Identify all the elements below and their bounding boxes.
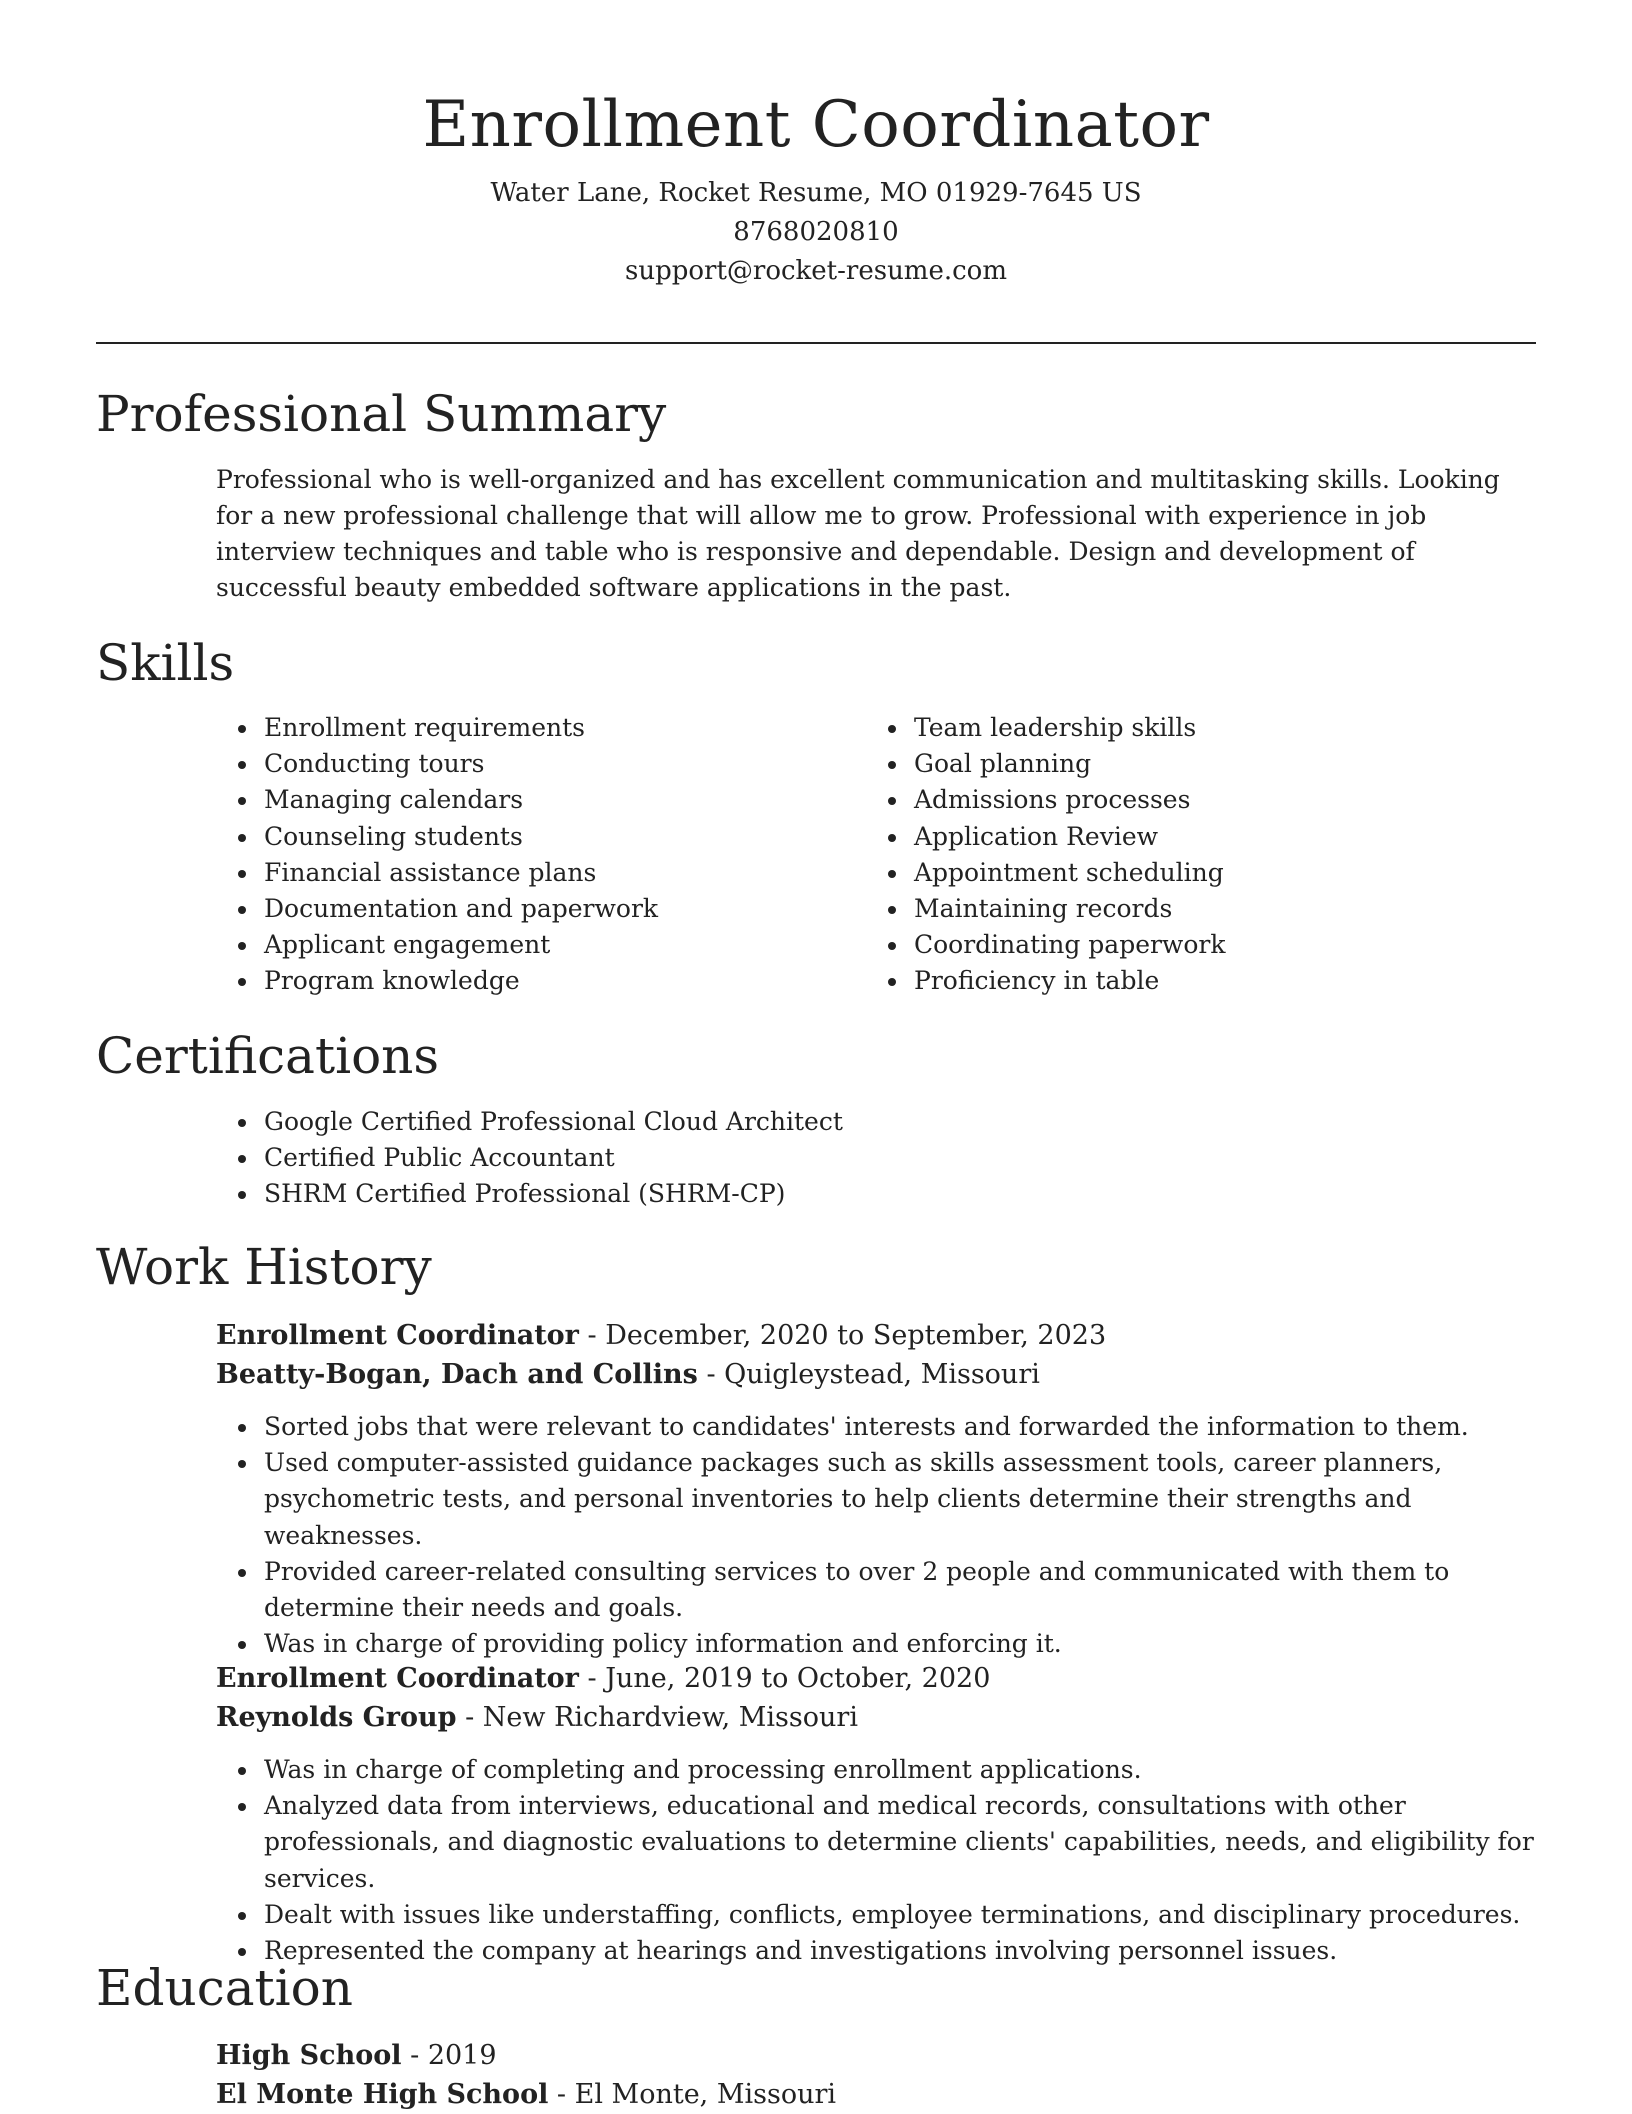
education-school: El Monte High School	[216, 2079, 549, 2110]
contact-phone: 8768020810	[733, 217, 899, 247]
education-year: - 2019	[401, 2040, 497, 2071]
skill-item: • Enrollment requirements	[260, 710, 856, 746]
job-bullet: • Sorted jobs that were relevant to candidates' interests and forwarded the information to them.	[260, 1409, 1536, 1445]
job-bullets	[216, 1409, 1536, 1662]
skill-item: • Maintaining records	[910, 891, 1506, 927]
job-title-line	[216, 1659, 1536, 1698]
job-entry	[216, 1316, 1536, 1394]
contact-address: Water Lane, Rocket Resume, MO 01929-7645 US	[490, 178, 1142, 208]
job-bullet: • Provided career-related consulting services to over 2 people and communicated with them to determine their needs and goals.	[260, 1554, 1536, 1626]
skill-item: • Admissions processes	[910, 782, 1506, 818]
job-company: Reynolds Group	[216, 1702, 457, 1733]
education-location: - El Monte, Missouri	[548, 2079, 837, 2110]
job-title-line	[216, 1316, 1536, 1355]
work-history-heading: Work History	[96, 1238, 432, 1296]
skill-item: • Team leadership skills	[910, 710, 1506, 746]
summary-text: Professional who is well-organized and has excellent communication and multitasking skills. Looking for a new professional challenge that will allow me to grow. Professional with experience in job interview techniques and table who is responsive and dependable. Design and development of successful beauty embedded software applications in the past.	[216, 465, 1500, 602]
job-dates: - December, 2020 to September, 2023	[578, 1320, 1107, 1351]
certifications-heading: Certifications	[96, 1027, 440, 1085]
job-company: Beatty-Bogan, Dach and Collins	[216, 1359, 698, 1390]
job-company-line	[216, 1698, 1536, 1737]
skill-item: • Counseling students	[260, 819, 856, 855]
skill-item: • Appointment scheduling	[910, 855, 1506, 891]
job-dates: - June, 2019 to October, 2020	[578, 1663, 991, 1694]
job-company-line	[216, 1355, 1536, 1394]
job-bullets	[216, 1752, 1536, 1969]
contact-email: support@rocket-resume.com	[624, 256, 1007, 286]
skill-item: • Program knowledge	[260, 963, 856, 999]
job-role: Enrollment Coordinator	[216, 1320, 579, 1351]
skill-item: • Managing calendars	[260, 782, 856, 818]
job-role: Enrollment Coordinator	[216, 1663, 579, 1694]
certification-item: • SHRM Certified Professional (SHRM-CP)	[260, 1176, 1536, 1212]
skills-heading: Skills	[96, 634, 235, 692]
skills-column-right	[866, 710, 1506, 1000]
summary-heading: Professional Summary	[96, 385, 667, 443]
job-bullet: • Represented the company at hearings and investigations involving personnel issues.	[260, 1933, 1536, 1969]
job-bullet: • Was in charge of providing policy information and enforcing it.	[260, 1626, 1536, 1662]
job-bullet: • Analyzed data from interviews, educational and medical records, consultations with other professionals, and diagnostic evaluations to determine clients' capabilities, needs, and eligibility for services.	[260, 1788, 1536, 1897]
job-bullet: • Dealt with issues like understaffing, conflicts, employee terminations, and disciplinary procedures.	[260, 1897, 1536, 1933]
education-school-line	[216, 2075, 1536, 2114]
skill-item: • Conducting tours	[260, 746, 856, 782]
header-divider	[96, 342, 1536, 344]
skill-item: • Financial assistance plans	[260, 855, 856, 891]
skill-item: • Coordinating paperwork	[910, 927, 1506, 963]
certification-item: • Certified Public Accountant	[260, 1140, 1536, 1176]
skill-item: • Proficiency in table	[910, 963, 1506, 999]
summary-section	[216, 462, 1536, 606]
skills-section	[216, 710, 1536, 1010]
certification-item: • Google Certified Professional Cloud Architect	[260, 1104, 1536, 1140]
certifications-section	[216, 1104, 1536, 1213]
job-location: - Quigleystead, Missouri	[697, 1359, 1040, 1390]
skills-column-left	[216, 710, 856, 1000]
education-heading: Education	[96, 1959, 353, 2017]
education-degree: High School	[216, 2040, 402, 2071]
skill-item: • Goal planning	[910, 746, 1506, 782]
skill-item: • Application Review	[910, 819, 1506, 855]
candidate-name: Enrollment Coordinator	[422, 88, 1210, 162]
skill-item: • Applicant engagement	[260, 927, 856, 963]
education-entry	[216, 2036, 1536, 2114]
job-bullet: • Used computer-assisted guidance packages such as skills assessment tools, career planners, psychometric tests, and personal inventories to help clients determine their strengths and weaknesses.	[260, 1445, 1536, 1554]
resume-header	[96, 84, 1536, 291]
job-entry	[216, 1659, 1536, 1737]
education-degree-line	[216, 2036, 1536, 2075]
skill-item: • Documentation and paperwork	[260, 891, 856, 927]
job-location: - New Richardview, Missouri	[456, 1702, 858, 1733]
job-bullet: • Was in charge of completing and processing enrollment applications.	[260, 1752, 1536, 1788]
